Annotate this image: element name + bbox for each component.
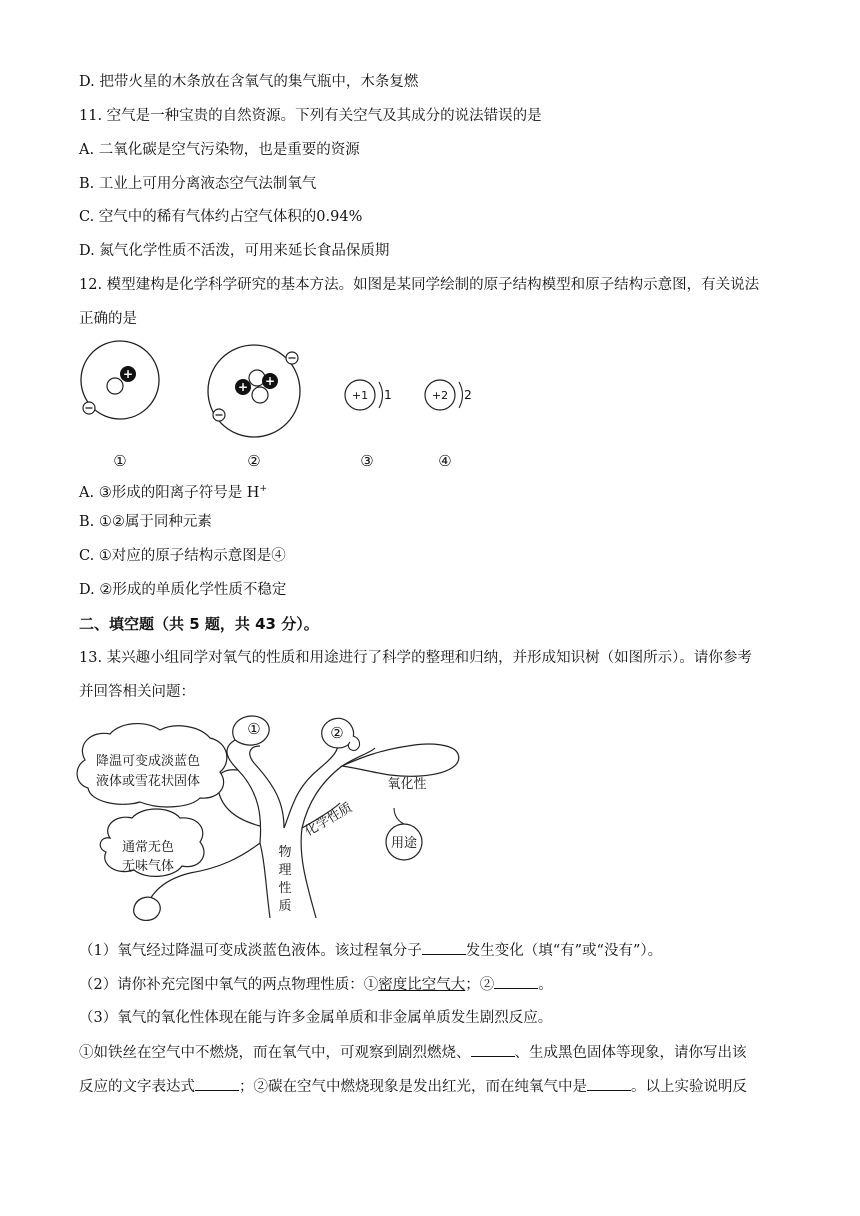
figure-label-2: ② <box>247 452 261 470</box>
q13-stem-line1: 13. 某兴趣小组同学对氧气的性质和用途进行了科学的整理和归纳，并形成知识树（如图所示）。请你参考 <box>79 650 752 666</box>
q13-part3-line2 <box>79 1042 747 1063</box>
diagram4-shell: 2 <box>464 388 472 402</box>
q10-option-d: D. 把带火星的木条放在含氧气的集气瓶中，木条复燃 <box>79 74 419 90</box>
atom-diagram-3 <box>345 380 392 410</box>
tree-leaf-2: ② <box>330 724 344 742</box>
q11-option-c: C. 空气中的稀有气体约占空气体积的0.94% <box>79 209 363 225</box>
answer-blank[interactable] <box>471 1042 515 1057</box>
diagram3-nucleus: +1 <box>351 389 369 402</box>
q13-part2-text-b: ；② <box>465 977 495 993</box>
q13-part3: （3）氧气的氧化性体现在能与许多金属单质和非金属单质发生剧烈反应。 <box>79 1010 553 1026</box>
q12-option-a <box>79 479 267 503</box>
trunk-char-4: 质 <box>278 899 292 914</box>
diagram3-shell: 1 <box>384 388 392 402</box>
q12-option-a-sup: + <box>259 484 267 494</box>
atom-models-figure <box>70 338 490 478</box>
q12-stem-line1: 12. 模型建构是化学科学研究的基本方法。如图是某同学绘制的原子结构模型和原子结构示意图，有关说法 <box>79 277 760 293</box>
q13-part2-text-c: 。 <box>538 977 553 993</box>
q12-option-b: B. ①②属于同种元素 <box>79 514 212 530</box>
figure-label-1: ① <box>113 452 127 470</box>
cloud1-line2: 液体或雪花状固体 <box>95 774 201 789</box>
trunk-char-1: 物 <box>278 845 292 860</box>
atom-diagram-4 <box>425 380 472 410</box>
trunk-char-2: 理 <box>278 863 292 878</box>
svg-text:+: + <box>237 380 249 394</box>
q13-part2 <box>79 974 553 995</box>
diagram4-nucleus: +2 <box>431 389 449 402</box>
q13-part1 <box>79 940 662 961</box>
atom-model-2 <box>208 345 300 437</box>
q13-part1-text-b: 发生变化（填“有”或“没有”）。 <box>465 943 663 959</box>
q11-option-a: A. 二氧化碳是空气污染物，也是重要的资源 <box>79 142 360 158</box>
knowledge-tree-figure <box>70 708 490 933</box>
section-heading: 二、填空题（共 5 题，共 43 分）。 <box>79 615 319 633</box>
cloud1-line1: 降温可变成淡蓝色 <box>95 754 201 769</box>
figure-label-4: ④ <box>438 452 452 470</box>
q13-part1-text-a: （1）氧气经过降温可变成淡蓝色液体。该过程氧分子 <box>79 943 422 959</box>
figure-label-3: ③ <box>360 452 374 470</box>
q13-part3-text-b: 、生成黑色固体等现象，请你写出该 <box>514 1045 747 1061</box>
q13-part3-text-a: ①如铁丝在空气中不燃烧，而在氧气中，可观察到剧烈燃烧、 <box>79 1045 471 1061</box>
cloud2-line1: 通常无色 <box>121 840 175 855</box>
q12-stem-line2: 正确的是 <box>79 311 137 327</box>
q13-part3-text-d: ；②碳在空气中燃烧现象是发出红光，而在纯氧气中是 <box>239 1079 587 1095</box>
q13-part2-text-a: （2）请你补充完图中氧气的两点物理性质：① <box>79 977 379 993</box>
q13-part2-underlined: 密度比空气大 <box>378 977 466 993</box>
q12-option-c: C. ①对应的原子结构示意图是④ <box>79 548 286 564</box>
q11-option-b: B. 工业上可用分离液态空气法制氧气 <box>79 176 317 192</box>
q13-part3-text-e: 。以上实验说明反 <box>631 1079 747 1095</box>
q11-stem: 11. 空气是一种宝贵的自然资源。下列有关空气及其成分的说法错误的是 <box>79 108 542 124</box>
trunk-char-3: 性 <box>278 881 292 896</box>
atom-model-1 <box>81 341 159 419</box>
answer-blank[interactable] <box>195 1076 239 1091</box>
svg-text:+: + <box>122 367 134 381</box>
tree-leaf-1: ① <box>247 720 261 738</box>
answer-blank[interactable] <box>494 974 538 989</box>
answer-blank[interactable] <box>587 1076 631 1091</box>
q11-option-d: D. 氮气化学性质不活泼，可用来延长食品保质期 <box>79 243 390 259</box>
branch-chem-label: 化学性质 <box>302 800 356 840</box>
cloud2-line2: 无味气体 <box>121 859 175 874</box>
q13-part3-text-c: 反应的文字表达式 <box>79 1079 195 1095</box>
q13-stem-line2: 并回答相关问题： <box>79 684 195 700</box>
q12-option-d: D. ②形成的单质化学性质不稳定 <box>79 582 287 598</box>
q13-part3-line3 <box>79 1076 747 1097</box>
circle-use: 用途 <box>390 836 418 851</box>
leaf-oxidation: 氧化性 <box>387 777 427 792</box>
svg-text:+: + <box>264 374 276 388</box>
answer-blank[interactable] <box>422 940 466 955</box>
q12-option-a-text: A. ③形成的阳离子符号是 H <box>79 484 260 501</box>
